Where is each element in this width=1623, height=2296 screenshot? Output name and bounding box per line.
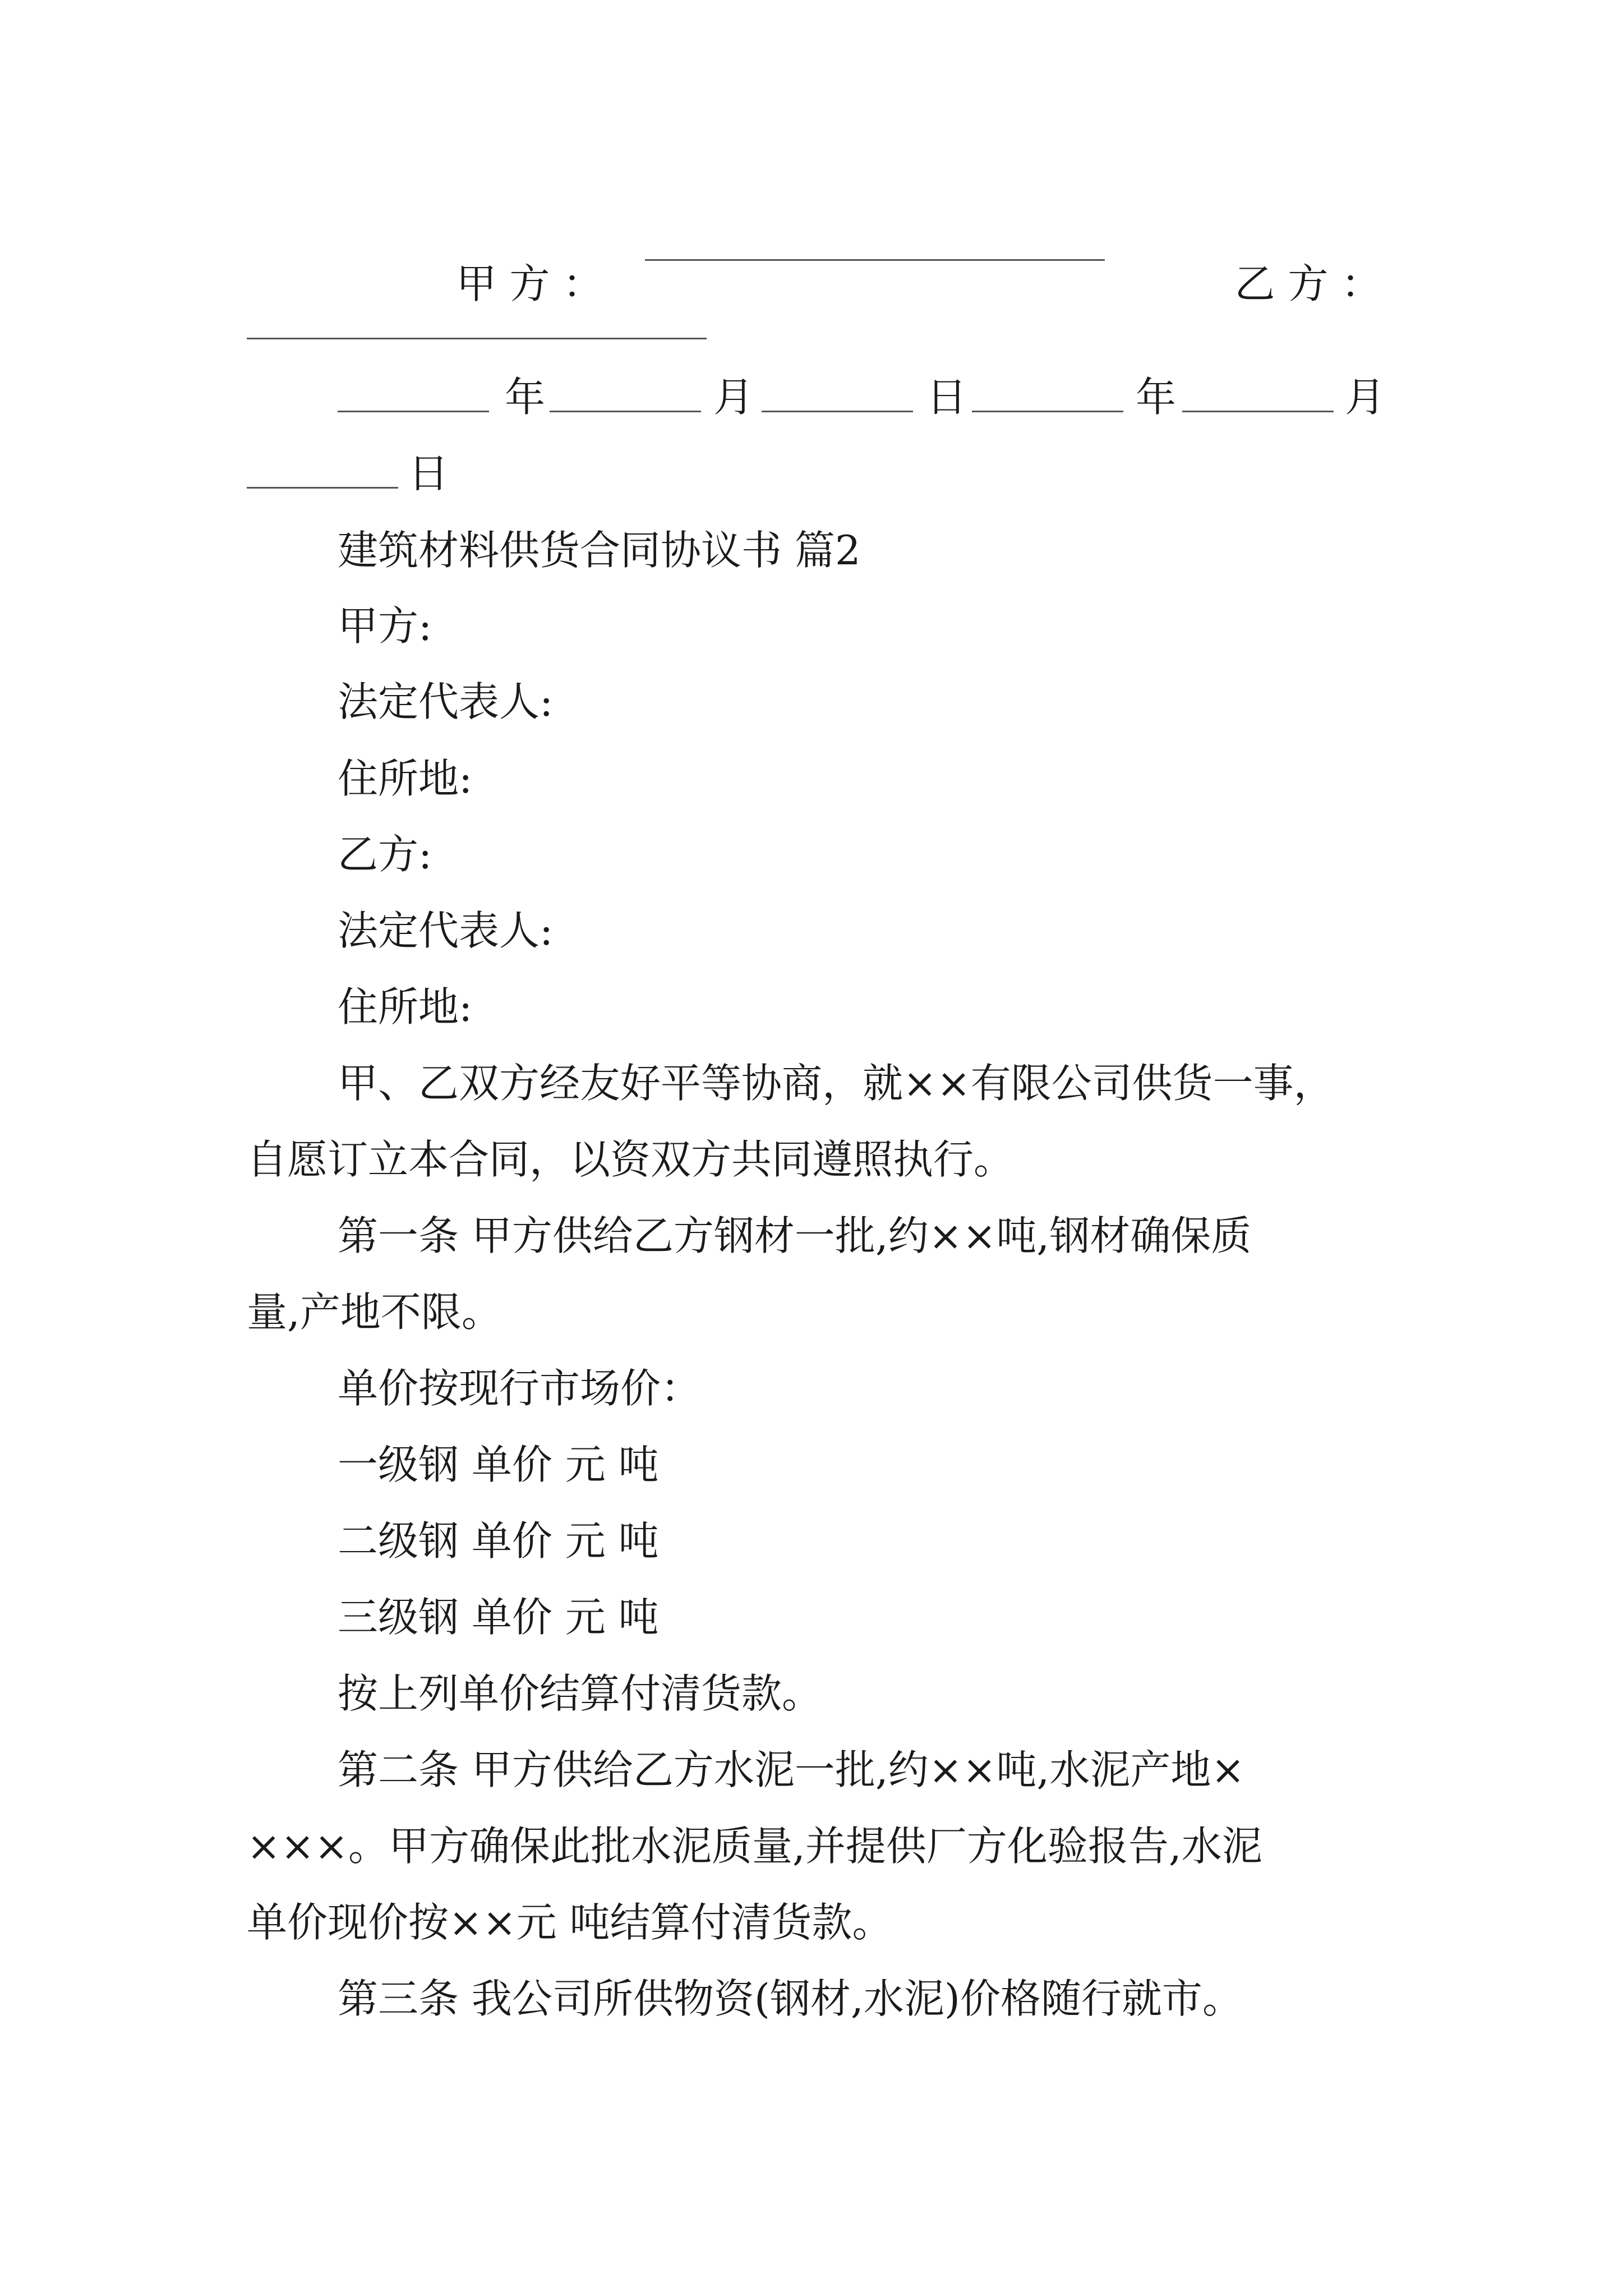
article-2-line-1: 第二条 甲方供给乙方水泥一批,约××吨,水泥产地×: [338, 1746, 1245, 1793]
date-b-month-blank: [1182, 411, 1334, 412]
article-1-line-2: 量,产地不限。: [247, 1289, 502, 1336]
article-3-line-1: 第三条 我公司所供物资(钢材,水泥)价格随行就市。: [338, 1975, 1243, 2022]
date-b-month-label: 月: [1345, 374, 1386, 421]
intro-line-2: 自愿订立本合同，以资双方共同遵照执行。: [247, 1136, 1015, 1183]
settlement-line: 按上列单价结算付清货款。: [338, 1670, 823, 1717]
intro-line-1: 甲、乙双方经友好平等协商，就××有限公司供货一事，: [338, 1060, 1334, 1107]
date-a-year-blank: [338, 411, 489, 412]
party-b-representative: 法定代表人:: [338, 907, 554, 954]
date-a-month-blank: [550, 411, 701, 412]
article-2-line-2: ×××。甲方确保此批水泥质量,并提供厂方化验报告,水泥: [247, 1823, 1262, 1870]
price-heading: 单价按现行市场价：: [338, 1365, 702, 1412]
party-a-representative: 法定代表人:: [338, 678, 554, 725]
date-a-day-label: 日: [926, 374, 967, 421]
party-b-signature-blank: [247, 338, 707, 339]
price-grade-2: 二级钢 单价 元 吨: [338, 1517, 659, 1565]
party-a-signature-label: 甲 方 ：: [456, 260, 603, 307]
date-a-month-label: 月: [713, 374, 754, 421]
party-b-signature-label: 乙 方 ：: [1234, 260, 1382, 307]
date-a-day-blank: [762, 411, 913, 412]
party-b-label: 乙方:: [338, 831, 432, 878]
section-title: 建筑材料供货合同协议书 篇2: [338, 527, 861, 574]
date-b-day-label: 日: [408, 450, 449, 497]
party-a-label: 甲方:: [338, 602, 432, 650]
date-a-year-label: 年: [505, 374, 546, 421]
party-b-address: 住所地:: [338, 983, 473, 1030]
price-grade-1: 一级钢 单价 元 吨: [338, 1441, 659, 1488]
party-a-signature-blank: [645, 259, 1105, 261]
date-b-year-label: 年: [1136, 374, 1177, 421]
article-2-line-3: 单价现价按××元 吨结算付清货款。: [247, 1899, 893, 1946]
article-1-line-1: 第一条 甲方供给乙方钢材一批,约××吨,钢材确保质: [338, 1212, 1252, 1259]
party-a-address: 住所地:: [338, 755, 473, 802]
date-b-day-blank: [247, 487, 398, 489]
price-grade-3: 三级钢 单价 元 吨: [338, 1594, 659, 1641]
date-b-year-blank: [972, 411, 1123, 412]
